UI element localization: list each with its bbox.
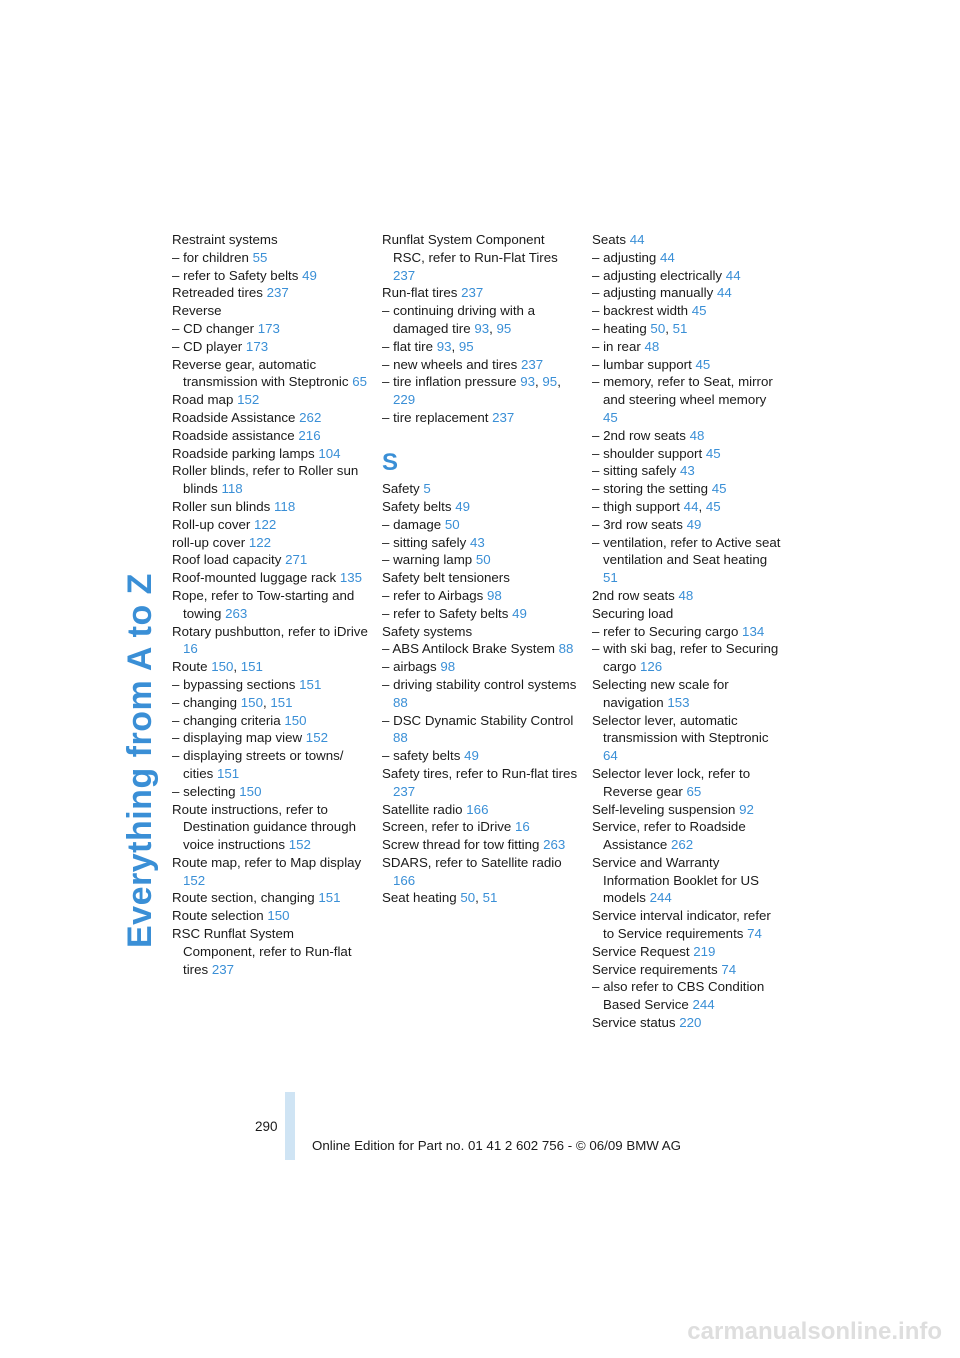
page-reference-link[interactable]: 98 <box>486 587 502 603</box>
index-entry <box>172 356 368 392</box>
footer-accent-bar <box>285 1092 295 1160</box>
index-entry <box>382 836 578 854</box>
index-entry-text: Route map, refer to Map display <box>172 854 362 870</box>
index-entry <box>592 373 784 426</box>
page-reference-link[interactable]: 134 <box>742 623 765 639</box>
page-reference-link[interactable]: 237 <box>393 783 416 799</box>
page-reference-link[interactable]: 49 <box>302 267 317 283</box>
index-entry-text: Service status <box>592 1015 676 1031</box>
page-reference-link[interactable]: 48 <box>689 427 705 443</box>
index-entry <box>382 480 578 498</box>
index-entry-text: – displaying streets or towns/ cities <box>172 748 344 781</box>
index-entry <box>382 231 578 284</box>
page-reference-link[interactable]: 50 <box>460 890 476 906</box>
page-reference-link[interactable]: 95 <box>542 374 558 390</box>
index-entry-text: – CD player <box>172 338 243 354</box>
page-reference-link[interactable]: 45 <box>705 498 721 514</box>
page-reference-link[interactable]: 237 <box>211 961 235 977</box>
index-entry <box>592 249 784 267</box>
index-entry <box>592 961 784 979</box>
index-entry <box>382 409 578 427</box>
index-entry-text: Self-leveling suspension <box>592 801 736 817</box>
page-reference-link[interactable]: 152 <box>237 392 260 408</box>
index-entry <box>172 587 368 623</box>
page-number: 290 <box>255 1119 278 1134</box>
page-reference-link[interactable]: 151 <box>217 765 240 781</box>
index-entry-text: Safety <box>382 481 420 497</box>
index-entry <box>382 356 578 374</box>
page-reference-link[interactable]: 173 <box>257 320 280 336</box>
index-entry-text: – 3rd row seats <box>592 516 683 532</box>
page-reference-link[interactable]: 88 <box>393 694 408 710</box>
page-reference-link[interactable]: 166 <box>393 872 416 888</box>
index-entry-text: – bypassing sections <box>172 676 296 692</box>
index-entry-text: Securing load <box>592 605 674 621</box>
page-reference-link[interactable]: 219 <box>693 943 716 959</box>
page-reference-link[interactable]: 93 <box>520 374 536 390</box>
index-entry <box>382 551 578 569</box>
page-reference-link[interactable]: 237 <box>461 285 484 301</box>
page-reference-link[interactable]: 95 <box>496 320 512 336</box>
index-entry-text: Selector lever, automatic transmission with Steptronic <box>592 712 769 746</box>
index-entry-text: – CD changer <box>172 320 255 336</box>
index-entry-text: – displaying map view <box>172 730 303 746</box>
index-entry-text: Service interval indicator, refer to Service requirements <box>592 908 771 942</box>
index-entry-text: – for children <box>172 249 249 265</box>
index-entry-text: – refer to Safety belts <box>382 605 509 621</box>
index-entry <box>172 729 368 747</box>
index-entry-text: Safety belt tensioners <box>382 570 510 586</box>
index-entry-text: Selecting new scale for navigation <box>592 676 729 710</box>
page-reference-link[interactable]: 93 <box>474 320 490 336</box>
page-reference-link[interactable]: 216 <box>298 427 321 443</box>
index-entry-text: Service and Warranty Information Booklet for US models <box>592 854 759 906</box>
index-entry-text: – driving stability control systems <box>382 676 577 692</box>
index-entry-text: – flat tire <box>382 338 433 354</box>
page-reference-link[interactable]: 44 <box>725 267 741 283</box>
page-reference-link[interactable]: 262 <box>299 409 322 425</box>
page-reference-link[interactable]: 151 <box>270 694 293 710</box>
index-entry <box>592 231 784 249</box>
index-entry <box>592 818 784 854</box>
page-reference-link[interactable]: 48 <box>678 587 694 603</box>
index-entry-text: Selector lever lock, refer to Reverse gear <box>592 765 751 799</box>
index-entry-text: Roadside assistance <box>172 427 295 443</box>
index-entry-text: – heating <box>592 320 647 336</box>
index-entry <box>172 747 368 783</box>
index-entry <box>592 462 784 480</box>
index-entry-text: – changing criteria <box>172 712 281 728</box>
index-entry-text: Satellite radio <box>382 801 463 817</box>
page-reference-link[interactable]: 237 <box>393 267 416 283</box>
page-reference-link[interactable]: 64 <box>603 748 618 764</box>
index-entry-text: Service, refer to Roadside Assistance <box>592 819 746 853</box>
index-entry <box>172 889 368 907</box>
page-reference-link[interactable]: 51 <box>672 320 688 336</box>
index-entry-text: Rope, refer to Tow-starting and towing <box>172 587 355 621</box>
index-entry <box>172 551 368 569</box>
index-entry: – tire inflation pressure 93, 95, 229 <box>382 374 561 408</box>
page-reference-link[interactable]: 151 <box>240 659 263 675</box>
index-entry <box>592 338 784 356</box>
index-entry <box>592 516 784 534</box>
index-column-1 <box>172 231 368 978</box>
page-reference-link[interactable]: 166 <box>466 801 489 817</box>
page-reference-link[interactable]: 263 <box>225 605 248 621</box>
page-reference-link[interactable]: 50 <box>444 516 460 532</box>
index-entry-text: Roadside Assistance <box>172 409 296 425</box>
index-entry: – thigh support 44, 45 <box>592 498 721 514</box>
index-entry-text: Reverse gear, automatic transmission with Steptronic <box>172 356 349 390</box>
index-entry <box>592 587 784 605</box>
index-entry <box>592 605 784 623</box>
index-entry <box>172 284 368 302</box>
index-entry <box>172 338 368 356</box>
index-entry-text: – damage <box>382 516 442 532</box>
page-reference-link[interactable]: 45 <box>705 445 721 461</box>
index-entry-text: – thigh support <box>592 498 680 514</box>
index-entry-text: Run-flat tires <box>382 285 458 301</box>
index-entry <box>382 605 578 623</box>
page-reference-link[interactable]: 262 <box>671 837 694 853</box>
index-entry-text: 2nd row seats <box>592 587 675 603</box>
page-reference-link[interactable]: 88 <box>393 730 408 746</box>
page-reference-link[interactable]: 150 <box>284 712 307 728</box>
page-reference-link[interactable]: 263 <box>543 837 566 853</box>
index-entry <box>172 498 368 516</box>
index-entry-text: – changing <box>172 694 238 710</box>
index-entry-text: Roof load capacity <box>172 552 282 568</box>
page-reference-link[interactable]: 45 <box>691 303 707 319</box>
page-reference-link[interactable]: 152 <box>305 730 328 746</box>
index-entry <box>592 676 784 712</box>
page-reference-link[interactable]: 45 <box>695 356 711 372</box>
page-reference-link[interactable]: 153 <box>667 694 690 710</box>
index-entry-text: Roadside parking lamps <box>172 445 315 461</box>
index-entry-text: Reverse <box>172 303 222 319</box>
index-entry <box>382 658 578 676</box>
page-reference-link[interactable]: 16 <box>183 641 198 657</box>
index-entry-text: – adjusting electrically <box>592 267 723 283</box>
index-entry-text: Restraint systems <box>172 232 278 247</box>
index-entry <box>592 267 784 285</box>
page-reference-link[interactable]: 92 <box>739 801 754 817</box>
index-entry-text: Route <box>172 659 208 675</box>
page-reference-link[interactable]: 43 <box>469 534 485 550</box>
page-reference-link[interactable]: 88 <box>558 641 574 657</box>
index-entry <box>382 818 578 836</box>
page-reference-link[interactable]: 65 <box>686 783 702 799</box>
page-reference-link[interactable]: 237 <box>492 409 515 425</box>
index-entry-text: roll-up cover <box>172 534 246 550</box>
index-entry-text: – ventilation, refer to Active seat ventilation and Seat heating <box>592 534 781 568</box>
page-reference-link[interactable]: 55 <box>252 249 268 265</box>
index-entry-text: – sitting safely <box>382 534 467 550</box>
index-entry-text: Road map <box>172 392 234 408</box>
index-entry-text: – tire replacement <box>382 409 489 425</box>
index-entry-text: – selecting <box>172 783 236 799</box>
index-entry-text: Service requirements <box>592 961 718 977</box>
index-entry <box>592 854 784 907</box>
index-entry-text: – 2nd row seats <box>592 427 686 443</box>
index-entry <box>382 623 578 641</box>
index-entry <box>172 925 368 978</box>
index-entry <box>172 623 368 659</box>
page-reference-link[interactable]: 244 <box>692 997 715 1013</box>
index-entry <box>382 498 578 516</box>
index-entry-text: Roof-mounted luggage rack <box>172 570 337 586</box>
index-entry <box>382 516 578 534</box>
index-entry-text: – adjusting <box>592 249 657 265</box>
index-entry-text: – sitting safely <box>592 463 677 479</box>
index-entry-text: Roller sun blinds <box>172 498 271 514</box>
index-entry-text: – tire inflation pressure <box>382 374 517 390</box>
index-entry <box>592 907 784 943</box>
page-reference-link[interactable]: 51 <box>603 570 618 586</box>
index-letter-heading: S <box>382 448 399 476</box>
index-entry-text: Service Request <box>592 943 690 959</box>
side-section-title-text: Everything from A to Z <box>121 573 159 948</box>
index-entry <box>172 267 368 285</box>
page-reference-link[interactable]: 93 <box>436 338 452 354</box>
page-reference-link[interactable]: 5 <box>423 481 431 497</box>
index-entry-text: – refer to Safety belts <box>172 267 299 283</box>
index-entry-text: Screen, refer to iDrive <box>382 819 512 835</box>
index-entry-text: – airbags <box>382 659 437 675</box>
index-entry <box>592 1014 784 1032</box>
page-reference-link[interactable]: 122 <box>254 516 277 532</box>
page-reference-link[interactable]: 98 <box>440 659 456 675</box>
page-reference-link[interactable]: 122 <box>248 534 272 550</box>
page-reference-link[interactable]: 152 <box>183 872 206 888</box>
index-entry <box>172 907 368 925</box>
index-entry <box>592 427 784 445</box>
index-entry-text: – refer to Securing cargo <box>592 623 739 639</box>
page-reference-link[interactable]: 45 <box>603 409 618 425</box>
index-entry <box>592 623 784 641</box>
index-entry-text: Safety belts <box>382 498 452 514</box>
index-entry-text: Safety tires, refer to Run-flat tires <box>382 765 578 781</box>
index-entry <box>382 765 578 801</box>
page-reference-link[interactable]: 151 <box>299 676 322 692</box>
index-entry-text: – with ski bag, refer to Securing cargo <box>592 641 779 675</box>
index-entry-text: – safety belts <box>382 748 461 764</box>
index-entry: Seat heating 50, 51 <box>382 890 498 906</box>
index-entry <box>172 462 368 498</box>
page-reference-link[interactable]: 50 <box>650 320 666 336</box>
index-entry-text: Roller blinds, refer to Roller sun blinds <box>172 463 359 497</box>
index-entry <box>172 409 368 427</box>
index-entry-text: RSC Runflat System Component, refer to Run-flat tires <box>172 926 352 977</box>
page-reference-link[interactable]: 95 <box>458 338 474 354</box>
index-entry <box>382 747 578 765</box>
index-entry-text: – memory, refer to Seat, mirror and steering wheel memory <box>592 374 773 408</box>
index-entry <box>172 320 368 338</box>
page-reference-link[interactable]: 44 <box>660 249 675 265</box>
index-column-3 <box>592 231 784 1032</box>
index-column-2 <box>382 231 578 907</box>
page-reference-link[interactable]: 271 <box>285 552 308 568</box>
index-entry-text: Rotary pushbutton, refer to iDrive <box>172 623 368 639</box>
page-reference-link[interactable]: 44 <box>683 498 699 514</box>
page-reference-link[interactable]: 135 <box>339 570 362 586</box>
page-reference-link[interactable]: 244 <box>649 890 672 906</box>
watermark: carmanualsonline.info <box>687 1318 942 1345</box>
page-reference-link[interactable]: 45 <box>711 481 727 497</box>
index-entry-text: Route section, changing <box>172 890 315 906</box>
index-entry <box>592 712 784 765</box>
index-entry <box>382 640 578 658</box>
page-reference-link[interactable]: 74 <box>747 926 762 942</box>
page-reference-link[interactable]: 44 <box>716 285 732 301</box>
index-entry-text: Retreaded tires <box>172 285 263 301</box>
index-entry-text: SDARS, refer to Satellite radio <box>382 854 562 870</box>
page-reference-link[interactable]: 65 <box>352 374 368 390</box>
index-entry-text: – continuing driving with a damaged tire <box>382 303 536 336</box>
page-reference-link[interactable]: 150 <box>239 783 262 799</box>
index-entry-text: – refer to Airbags <box>382 587 484 603</box>
index-entry <box>172 854 368 890</box>
index-entry-text: Screw thread for tow fitting <box>382 837 540 853</box>
index-entry <box>172 516 368 534</box>
index-entry: – flat tire 93, 95 <box>382 338 474 354</box>
index-entry <box>592 284 784 302</box>
index-entry-text: – in rear <box>592 338 641 354</box>
index-entry <box>592 943 784 961</box>
page-reference-link[interactable]: 49 <box>512 605 527 621</box>
page-reference-link[interactable]: 150 <box>240 694 263 710</box>
index-entry <box>172 231 368 249</box>
page-reference-link[interactable]: 118 <box>221 481 243 497</box>
index-entry <box>382 801 578 819</box>
index-entry-text: – warning lamp <box>382 552 473 568</box>
side-section-title <box>112 228 159 948</box>
page-reference-link[interactable]: 48 <box>644 338 660 354</box>
index-entry: – heating 50, 51 <box>592 320 688 336</box>
index-entry-text: Seats <box>592 232 627 247</box>
page-reference-link[interactable]: 151 <box>318 890 341 906</box>
index-entry-text: Seat heating <box>382 890 457 906</box>
index-entry <box>592 302 784 320</box>
footer-edition-text: Online Edition for Part no. 01 41 2 602 756 - © 06/09 BMW AG <box>312 1138 682 1153</box>
index-entry-text: – ABS Antilock Brake System <box>382 641 555 657</box>
index-entry <box>592 765 784 801</box>
page-reference-link[interactable]: 150 <box>211 659 234 675</box>
index-entry-text: – backrest width <box>592 303 689 319</box>
index-entry <box>382 712 578 748</box>
page-reference-link[interactable]: 126 <box>639 659 663 675</box>
index-entry: Route 150, 151 <box>172 659 263 675</box>
page-reference-link[interactable]: 150 <box>267 908 290 924</box>
index-entry-text: Roll-up cover <box>172 516 251 532</box>
index-entry <box>172 534 368 552</box>
index-entry: – continuing driving with a damaged tire 93, 95 <box>382 303 536 336</box>
page-reference-link[interactable]: 50 <box>475 552 491 568</box>
page-reference-link[interactable]: 43 <box>679 463 695 479</box>
index-entry-text: – storing the setting <box>592 481 709 497</box>
index-entry-text: Safety systems <box>382 623 473 639</box>
page-reference-link[interactable]: 104 <box>318 445 341 461</box>
index-entry <box>592 445 784 463</box>
index-entry <box>172 801 368 854</box>
page-reference-link[interactable]: 49 <box>686 516 702 532</box>
index-entry <box>172 569 368 587</box>
index-entry-text: Route instructions, refer to Destination guidance through voice instructions <box>172 801 356 853</box>
index-entry <box>172 427 368 445</box>
index-entry <box>172 676 368 694</box>
index-entry <box>172 249 368 267</box>
index-entry-text: – shoulder support <box>592 445 703 461</box>
page-reference-link[interactable]: 51 <box>482 890 498 906</box>
index-entry <box>592 978 784 1014</box>
index-entry-text: Route selection <box>172 908 264 924</box>
page-reference-link[interactable]: 16 <box>515 819 530 835</box>
index-entry <box>592 534 784 587</box>
index-entry <box>592 356 784 374</box>
index-entry <box>382 676 578 712</box>
index-entry-text: – also refer to CBS Condition Based Service <box>592 979 765 1013</box>
index-entry <box>592 480 784 498</box>
index-entry <box>172 712 368 730</box>
index-entry-text: – DSC Dynamic Stability Control <box>382 712 574 728</box>
page-reference-link[interactable]: 118 <box>274 498 296 514</box>
page-reference-link[interactable]: 237 <box>266 285 289 301</box>
index-entry <box>382 534 578 552</box>
page-reference-link[interactable]: 220 <box>679 1015 702 1031</box>
index-entry-text: Runflat System Component RSC, refer to Run-Flat Tires <box>382 232 558 265</box>
index-entry <box>172 445 368 463</box>
index-entry <box>382 587 578 605</box>
index-entry <box>172 302 368 320</box>
page-reference-link[interactable]: 237 <box>520 356 544 372</box>
index-entry <box>382 854 578 890</box>
index-entry <box>592 801 784 819</box>
index-entry-text: – new wheels and tires <box>382 356 518 372</box>
page-reference-link[interactable]: 74 <box>721 961 737 977</box>
index-entry <box>172 391 368 409</box>
page-reference-link[interactable]: 152 <box>288 837 311 853</box>
index-entry <box>592 640 784 676</box>
index-entry <box>382 569 578 587</box>
index-entry <box>172 783 368 801</box>
page-reference-link[interactable]: 173 <box>245 338 269 354</box>
page-reference-link[interactable]: 229 <box>393 392 416 408</box>
index-entry <box>382 284 578 302</box>
page-reference-link[interactable]: 49 <box>464 748 479 764</box>
index-entry: – changing 150, 151 <box>172 694 293 710</box>
index-entry-text: – lumbar support <box>592 356 692 372</box>
page-reference-link[interactable]: 49 <box>455 498 470 514</box>
page-reference-link[interactable]: 44 <box>629 232 645 247</box>
index-entry-text: – adjusting manually <box>592 285 714 301</box>
